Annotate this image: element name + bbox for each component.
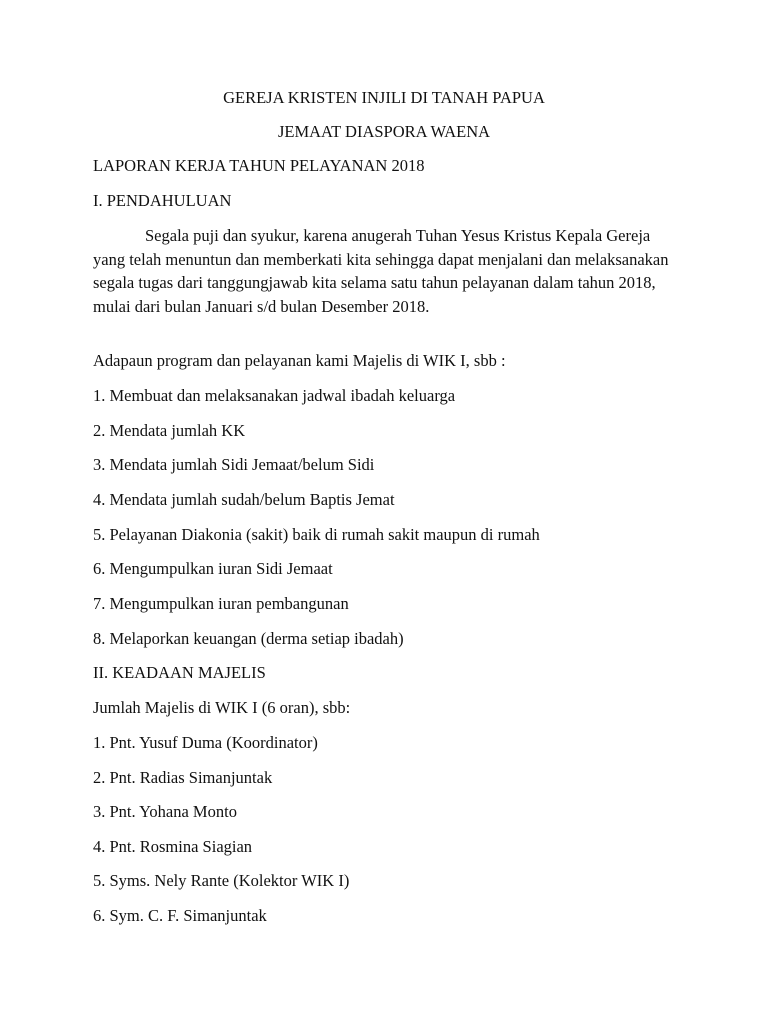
program-item: 8. Melaporkan keuangan (derma setiap ibadah) (93, 629, 404, 648)
report-title: LAPORAN KERJA TAHUN PELAYANAN 2018 (93, 156, 425, 175)
majelis-member: 2. Pnt. Radias Simanjuntak (93, 768, 273, 787)
majelis-member: 1. Pnt. Yusuf Duma (Koordinator) (93, 733, 318, 752)
section-1-heading: I. PENDAHULUAN (93, 191, 232, 210)
program-item: 1. Membuat dan melaksanakan jadwal ibadah keluarga (93, 386, 456, 405)
program-item: 4. Mendata jumlah sudah/belum Baptis Jemat (93, 490, 395, 509)
program-item: 7. Mengumpulkan iuran pembangunan (93, 594, 349, 613)
majelis-member: 5. Syms. Nely Rante (Kolektor WIK I) (93, 871, 350, 890)
program-item: 5. Pelayanan Diakonia (sakit) baik di rumah sakit maupun di rumah (93, 525, 540, 544)
church-name: GEREJA KRISTEN INJILI DI TANAH PAPUA (223, 88, 545, 107)
majelis-intro: Jumlah Majelis di WIK I (6 oran), sbb: (93, 698, 351, 717)
majelis-member: 4. Pnt. Rosmina Siagian (93, 837, 253, 856)
program-item: 3. Mendata jumlah Sidi Jemaat/belum Sidi (93, 455, 375, 474)
section-2-heading: II. KEADAAN MAJELIS (93, 663, 266, 682)
program-intro: Adapaun program dan pelayanan kami Majelis di WIK I, sbb : (93, 351, 506, 370)
program-item: 6. Mengumpulkan iuran Sidi Jemaat (93, 559, 333, 578)
majelis-member: 6. Sym. C. F. Simanjuntak (93, 906, 267, 925)
program-item: 2. Mendata jumlah KK (93, 421, 246, 440)
congregation-name: JEMAAT DIASPORA WAENA (277, 122, 491, 141)
intro-paragraph: Segala puji dan syukur, karena anugerah Tuhan Yesus Kristus Kepala Gereja yang telah menuntun dan memberkati kita sehingga dapat menjalani dan melaksanakan segala tugas dari tanggungjawab kita selama satu tahun pelayanan dalam tahun 2018, mulai dari bulan Januari s/d bulan Desember 2018. (93, 226, 669, 316)
majelis-member: 3. Pnt. Yohana Monto (93, 802, 237, 821)
